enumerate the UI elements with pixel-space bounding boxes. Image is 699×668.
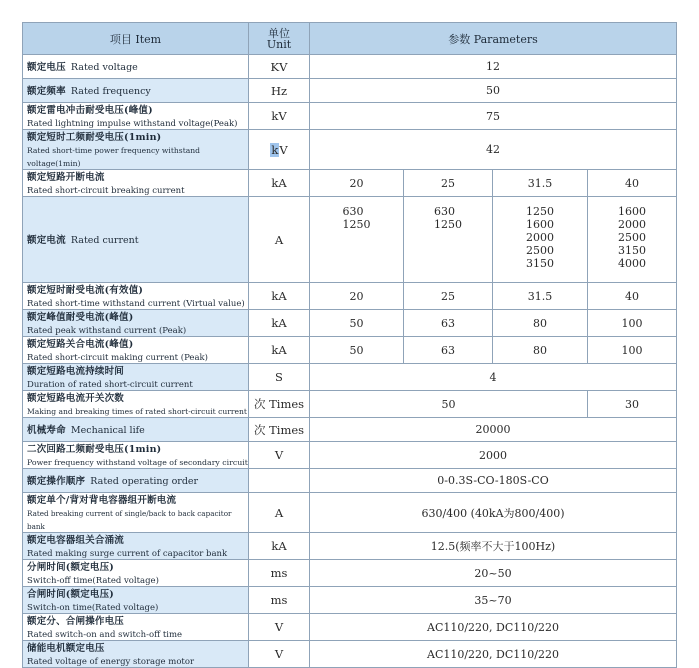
- value-cell: 63: [404, 310, 493, 337]
- item-cn: 额定单个/背对背电容器组开断电流: [27, 495, 177, 506]
- item-en: Rated short-time power frequency withstand voltage(1min): [27, 146, 201, 168]
- header-unit-cn: 单位: [268, 26, 290, 40]
- unit-cell: A: [249, 493, 310, 533]
- item-cn: 额定电容器组关合涌流: [27, 535, 125, 546]
- item-cn: 额定分、合闸操作电压: [27, 616, 125, 627]
- value-cell: 4: [310, 364, 677, 391]
- value-cell: 50: [310, 337, 404, 364]
- value-stack: 1600 2000 2500 3150 4000: [618, 205, 646, 270]
- value-cell: [588, 197, 677, 283]
- item-cn: 分闸时间(额定电压): [27, 562, 114, 573]
- unit-rest: V: [279, 142, 288, 157]
- item-cn: 额定电流: [27, 235, 66, 246]
- table-row: [23, 493, 677, 533]
- table-row: [23, 641, 677, 668]
- item-en: Rated breaking current of single/back to back capacitor bank: [27, 509, 232, 531]
- unit-cell: kA: [249, 283, 310, 310]
- item-en: Rated short-circuit making current (Peak): [27, 353, 208, 363]
- item-en: Mechanical life: [70, 425, 145, 436]
- item-cell: [23, 533, 249, 560]
- value-cell: 100: [588, 337, 677, 364]
- table-row: [23, 283, 677, 310]
- table-row: [23, 469, 677, 493]
- item-cell: [23, 469, 249, 493]
- value-cell: AC110/220, DC110/220: [310, 641, 677, 668]
- item-en: Duration of rated short-circuit current: [27, 380, 193, 390]
- item-cell: [23, 337, 249, 364]
- value-cell: 31.5: [493, 283, 588, 310]
- table-row: [23, 364, 677, 391]
- item-en: Rated lightning impulse withstand voltage(Peak): [27, 119, 238, 129]
- item-en: Switch-on time(Rated voltage): [27, 603, 159, 613]
- item-cell: [23, 442, 249, 469]
- unit-cell: V: [249, 641, 310, 668]
- item-cell: [23, 391, 249, 418]
- item-cn: 额定短路关合电流(峰值): [27, 339, 134, 350]
- unit-cell: V: [249, 442, 310, 469]
- table-row: [23, 170, 677, 197]
- value-cell: 20: [310, 170, 404, 197]
- item-cn: 额定短路电流开关次数: [27, 393, 125, 404]
- value-cell: 31.5: [493, 170, 588, 197]
- value-stack: 630 1250: [434, 205, 462, 231]
- item-cn: 额定短路电流持续时间: [27, 366, 125, 377]
- item-en: Power frequency withstand voltage of secondary circuit: [27, 458, 248, 467]
- value-cell: 50: [310, 79, 677, 103]
- value-cell: 0-0.3S-CO-180S-CO: [310, 469, 677, 493]
- item-cn: 机械寿命: [27, 425, 66, 436]
- item-cn: 额定峰值耐受电流(峰值): [27, 312, 134, 323]
- item-en: Rated current: [70, 235, 139, 246]
- value-cell: 40: [588, 283, 677, 310]
- table-row: [23, 391, 677, 418]
- header-unit: [249, 23, 310, 55]
- unit-highlight: k: [271, 142, 279, 157]
- item-cn: 额定电压: [27, 62, 66, 73]
- value-cell: 12: [310, 55, 677, 79]
- item-en: Rated short-circuit breaking current: [27, 186, 185, 196]
- table-row: [23, 79, 677, 103]
- item-cn: 额定短时耐受电流(有效值): [27, 285, 144, 296]
- item-cell: [23, 170, 249, 197]
- value-cell: 630/400 (40kA为800/400): [310, 493, 677, 533]
- table-row: [23, 103, 677, 130]
- item-cn: 额定操作顺序: [27, 476, 86, 487]
- item-cn: 额定短路开断电流: [27, 172, 105, 183]
- item-en: Rated operating order: [90, 476, 199, 487]
- item-en: Rated switch-on and switch-off time: [27, 630, 183, 640]
- table-row: [23, 587, 677, 614]
- item-en: Switch-off time(Rated voltage): [27, 576, 159, 586]
- parameters-table: [22, 22, 677, 668]
- value-stack: 630 1250: [342, 205, 371, 231]
- table-row: [23, 130, 677, 170]
- item-cell: [23, 493, 249, 533]
- table-row: [23, 614, 677, 641]
- value-cell: 80: [493, 310, 588, 337]
- value-stack: 1250 1600 2000 2500 3150: [526, 205, 554, 270]
- item-en: Rated frequency: [70, 86, 151, 97]
- value-cell: 50: [310, 310, 404, 337]
- header-parameters: 参数 Parameters: [310, 23, 677, 55]
- item-cn: 二次回路工频耐受电压(1min): [27, 444, 162, 455]
- unit-cell: ms: [249, 587, 310, 614]
- unit-cell: [249, 130, 310, 170]
- item-cell: [23, 103, 249, 130]
- value-cell: 100: [588, 310, 677, 337]
- value-cell: 25: [404, 283, 493, 310]
- unit-cell: S: [249, 364, 310, 391]
- table-row: [23, 442, 677, 469]
- header-row: [23, 23, 677, 55]
- value-cell: 35~70: [310, 587, 677, 614]
- table-row: [23, 418, 677, 442]
- item-cell: [23, 418, 249, 442]
- item-cn: 额定频率: [27, 86, 66, 97]
- value-cell: 80: [493, 337, 588, 364]
- item-cell: [23, 560, 249, 587]
- unit-cell: 次 Times: [249, 391, 310, 418]
- item-en: Rated voltage of energy storage motor: [27, 657, 195, 667]
- unit-cell: kA: [249, 337, 310, 364]
- item-cn: 储能电机额定电压: [27, 643, 105, 654]
- table-row: [23, 197, 677, 283]
- unit-cell: 次 Times: [249, 418, 310, 442]
- table-row: [23, 310, 677, 337]
- value-cell: 20~50: [310, 560, 677, 587]
- item-cell: [23, 79, 249, 103]
- value-cell: [404, 197, 493, 283]
- unit-cell: ms: [249, 560, 310, 587]
- value-cell: 63: [404, 337, 493, 364]
- item-en: Making and breaking times of rated short-circuit current: [27, 407, 247, 416]
- table-row: [23, 533, 677, 560]
- item-en: Rated short-time withstand current (Virtual value): [27, 299, 245, 309]
- item-cell: [23, 55, 249, 79]
- unit-cell: kA: [249, 310, 310, 337]
- value-cell: 25: [404, 170, 493, 197]
- item-cell: [23, 641, 249, 668]
- item-cell: [23, 614, 249, 641]
- table-row: [23, 55, 677, 79]
- item-en: Rated voltage: [70, 62, 138, 73]
- item-cn: 额定雷电冲击耐受电压(峰值): [27, 105, 153, 116]
- value-cell: AC110/220, DC110/220: [310, 614, 677, 641]
- item-cn: 额定短时工频耐受电压(1min): [27, 132, 162, 143]
- unit-cell: KV: [249, 55, 310, 79]
- item-cell: [23, 130, 249, 170]
- unit-cell: [249, 469, 310, 493]
- value-cell: 42: [310, 130, 677, 170]
- value-cell: 2000: [310, 442, 677, 469]
- item-en: Rated peak withstand current (Peak): [27, 326, 187, 336]
- item-cell: [23, 310, 249, 337]
- unit-cell: Hz: [249, 79, 310, 103]
- item-cell: [23, 197, 249, 283]
- unit-cell: kA: [249, 170, 310, 197]
- unit-cell: kA: [249, 533, 310, 560]
- value-cell: 30: [588, 391, 677, 418]
- table-row: [23, 337, 677, 364]
- value-cell: [493, 197, 588, 283]
- value-cell: 20000: [310, 418, 677, 442]
- item-en: Rated making surge current of capacitor bank: [27, 549, 228, 559]
- header-item: 项目 Item: [23, 23, 249, 55]
- value-cell: 75: [310, 103, 677, 130]
- item-cn: 合闸时间(额定电压): [27, 589, 114, 600]
- unit-cell: kV: [249, 103, 310, 130]
- item-cell: [23, 283, 249, 310]
- value-cell: 40: [588, 170, 677, 197]
- value-cell: 50: [310, 391, 588, 418]
- item-cell: [23, 587, 249, 614]
- header-unit-en: Unit: [266, 37, 292, 51]
- unit-cell: V: [249, 614, 310, 641]
- table-row: [23, 560, 677, 587]
- value-cell: 12.5(频率不大于100Hz): [310, 533, 677, 560]
- unit-cell: A: [249, 197, 310, 283]
- value-cell: 20: [310, 283, 404, 310]
- item-cell: [23, 364, 249, 391]
- value-cell: [310, 197, 404, 283]
